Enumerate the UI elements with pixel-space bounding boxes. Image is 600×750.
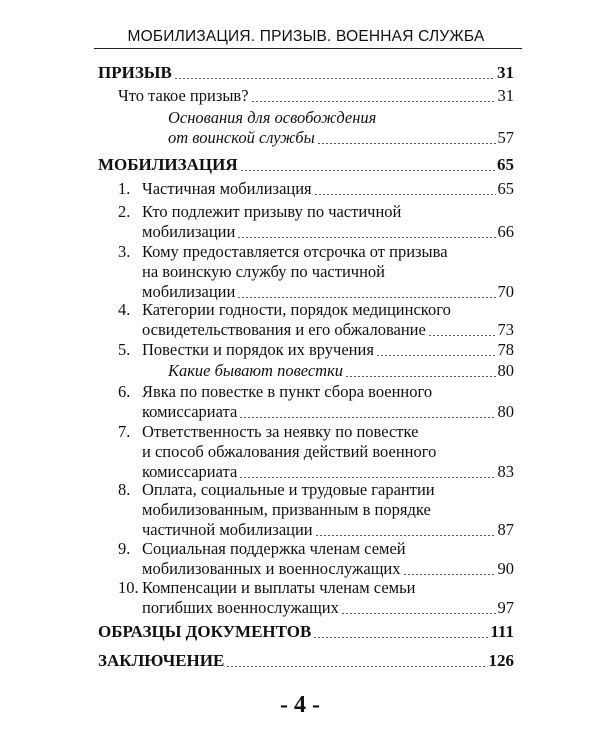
toc-page-number: 126 xyxy=(488,651,514,670)
leader-dots xyxy=(226,666,486,667)
toc-item-line: мобилизации xyxy=(142,222,236,241)
toc-item xyxy=(118,382,514,422)
toc-item-line: Явка по повестке в пункт сбора военного xyxy=(142,382,433,401)
toc-item-line: Категории годности, порядок медицинского xyxy=(142,300,451,319)
leader-dots xyxy=(428,335,496,336)
toc-section-samples xyxy=(98,622,514,642)
toc-section-title: МОБИЛИЗАЦИЯ xyxy=(98,155,238,174)
leader-dots xyxy=(174,78,495,79)
toc-item-line: мобилизованным, призванным в порядке xyxy=(142,500,431,519)
toc-section-title: ОБРАЗЦЫ ДОКУМЕНТОВ xyxy=(98,622,312,641)
toc-page-number: 80 xyxy=(497,402,514,421)
toc-page-number: 57 xyxy=(497,128,514,147)
toc-item-number: 9. xyxy=(118,539,131,558)
toc-item-line: Ответственность за неявку по повестке xyxy=(142,422,419,441)
toc-page-number: 97 xyxy=(497,598,514,617)
toc-page-number: 90 xyxy=(497,559,514,578)
leader-dots xyxy=(403,574,496,575)
toc-page-number: 65 xyxy=(497,155,514,174)
toc-entry-line: Основания для освобождения xyxy=(168,108,377,127)
leader-dots xyxy=(376,355,496,356)
toc-page-number: 70 xyxy=(497,282,514,301)
leader-dots xyxy=(239,417,495,418)
toc-item xyxy=(118,480,514,540)
leader-dots xyxy=(341,613,496,614)
leader-dots xyxy=(240,170,495,171)
toc-page-number: 66 xyxy=(497,222,514,241)
toc-section-mobilization xyxy=(98,155,514,175)
toc-page-number: 80 xyxy=(497,361,514,380)
toc-item xyxy=(118,202,514,242)
toc-page-number: 31 xyxy=(497,86,514,105)
toc-item-line: Частичная мобилизация xyxy=(142,179,312,198)
leader-dots xyxy=(239,477,495,478)
toc-page-number: 111 xyxy=(490,622,514,641)
leader-dots xyxy=(313,637,488,638)
toc-section-title: ПРИЗЫВ xyxy=(98,63,172,82)
toc-page-number: 31 xyxy=(497,63,514,82)
toc-entry-title: Что такое призыв? xyxy=(118,86,249,105)
toc-item xyxy=(118,179,514,199)
toc-item-line: на воинскую службу по частичной xyxy=(142,262,385,281)
leader-dots xyxy=(317,143,496,144)
toc-item xyxy=(118,578,514,618)
toc-item-line: Какие бывают повестки xyxy=(168,361,344,380)
toc-item-line: Оплата, социальные и трудовые гарантии xyxy=(142,480,435,499)
toc-item xyxy=(118,300,514,340)
toc-item xyxy=(118,422,514,482)
toc-subitem xyxy=(168,361,514,381)
leader-dots xyxy=(237,297,495,298)
toc-item xyxy=(118,242,514,302)
toc-entry-what-is xyxy=(118,86,514,106)
toc-item-line: Повестки и порядок их вручения xyxy=(142,340,374,359)
toc-page-number: 87 xyxy=(497,520,514,539)
toc-item-number: 4. xyxy=(118,300,131,319)
toc-item-number: 8. xyxy=(118,480,131,499)
leader-dots xyxy=(315,535,496,536)
toc-section-title: ЗАКЛЮЧЕНИЕ xyxy=(98,651,225,670)
toc-item-line: погибших военнослужащих xyxy=(142,598,339,617)
toc-item-line: Социальная поддержка членам семей xyxy=(142,539,406,558)
toc-section-conclusion xyxy=(98,651,514,671)
page-number-footer: - 4 - xyxy=(280,692,320,718)
toc-section-prizyv xyxy=(98,63,514,83)
toc-item-line: Кто подлежит призыву по частичной xyxy=(142,202,402,221)
toc-item-line: Кому предоставляется отсрочка от призыва xyxy=(142,242,448,261)
toc-item-number: 3. xyxy=(118,242,131,261)
toc-page-number: 65 xyxy=(497,179,514,198)
leader-dots xyxy=(251,101,496,102)
toc-item-line: мобилизации xyxy=(142,282,236,301)
toc-item-line: освидетельствования и его обжалование xyxy=(142,320,426,339)
running-header: МОБИЛИЗАЦИЯ. ПРИЗЫВ. ВОЕННАЯ СЛУЖБА xyxy=(127,28,485,45)
toc-item-number: 1. xyxy=(118,179,131,198)
toc-item-line: мобилизованных и военнослужащих xyxy=(142,559,401,578)
toc-item-line: и способ обжалования действий военного xyxy=(142,442,437,461)
toc-item-number: 5. xyxy=(118,340,131,359)
toc-item-line: частичной мобилизации xyxy=(142,520,313,539)
toc-item-number: 10. xyxy=(118,578,139,597)
toc-item-number: 2. xyxy=(118,202,131,221)
toc-page-number: 83 xyxy=(497,462,514,481)
toc-item xyxy=(118,539,514,579)
toc-entry-grounds xyxy=(168,108,514,148)
toc-item-line: Компенсации и выплаты членам семьи xyxy=(142,578,416,597)
toc-item-number: 6. xyxy=(118,382,131,401)
leader-dots xyxy=(237,237,495,238)
toc-item-line: комиссариата xyxy=(142,462,238,481)
toc-item-line: комиссариата xyxy=(142,402,238,421)
toc-item xyxy=(118,340,514,360)
leader-dots xyxy=(314,194,496,195)
leader-dots xyxy=(345,376,495,377)
toc-entry-line: от воинской службы xyxy=(168,128,315,147)
toc-page-number: 73 xyxy=(497,320,514,339)
toc-item-number: 7. xyxy=(118,422,131,441)
toc-page-number: 78 xyxy=(497,340,514,359)
